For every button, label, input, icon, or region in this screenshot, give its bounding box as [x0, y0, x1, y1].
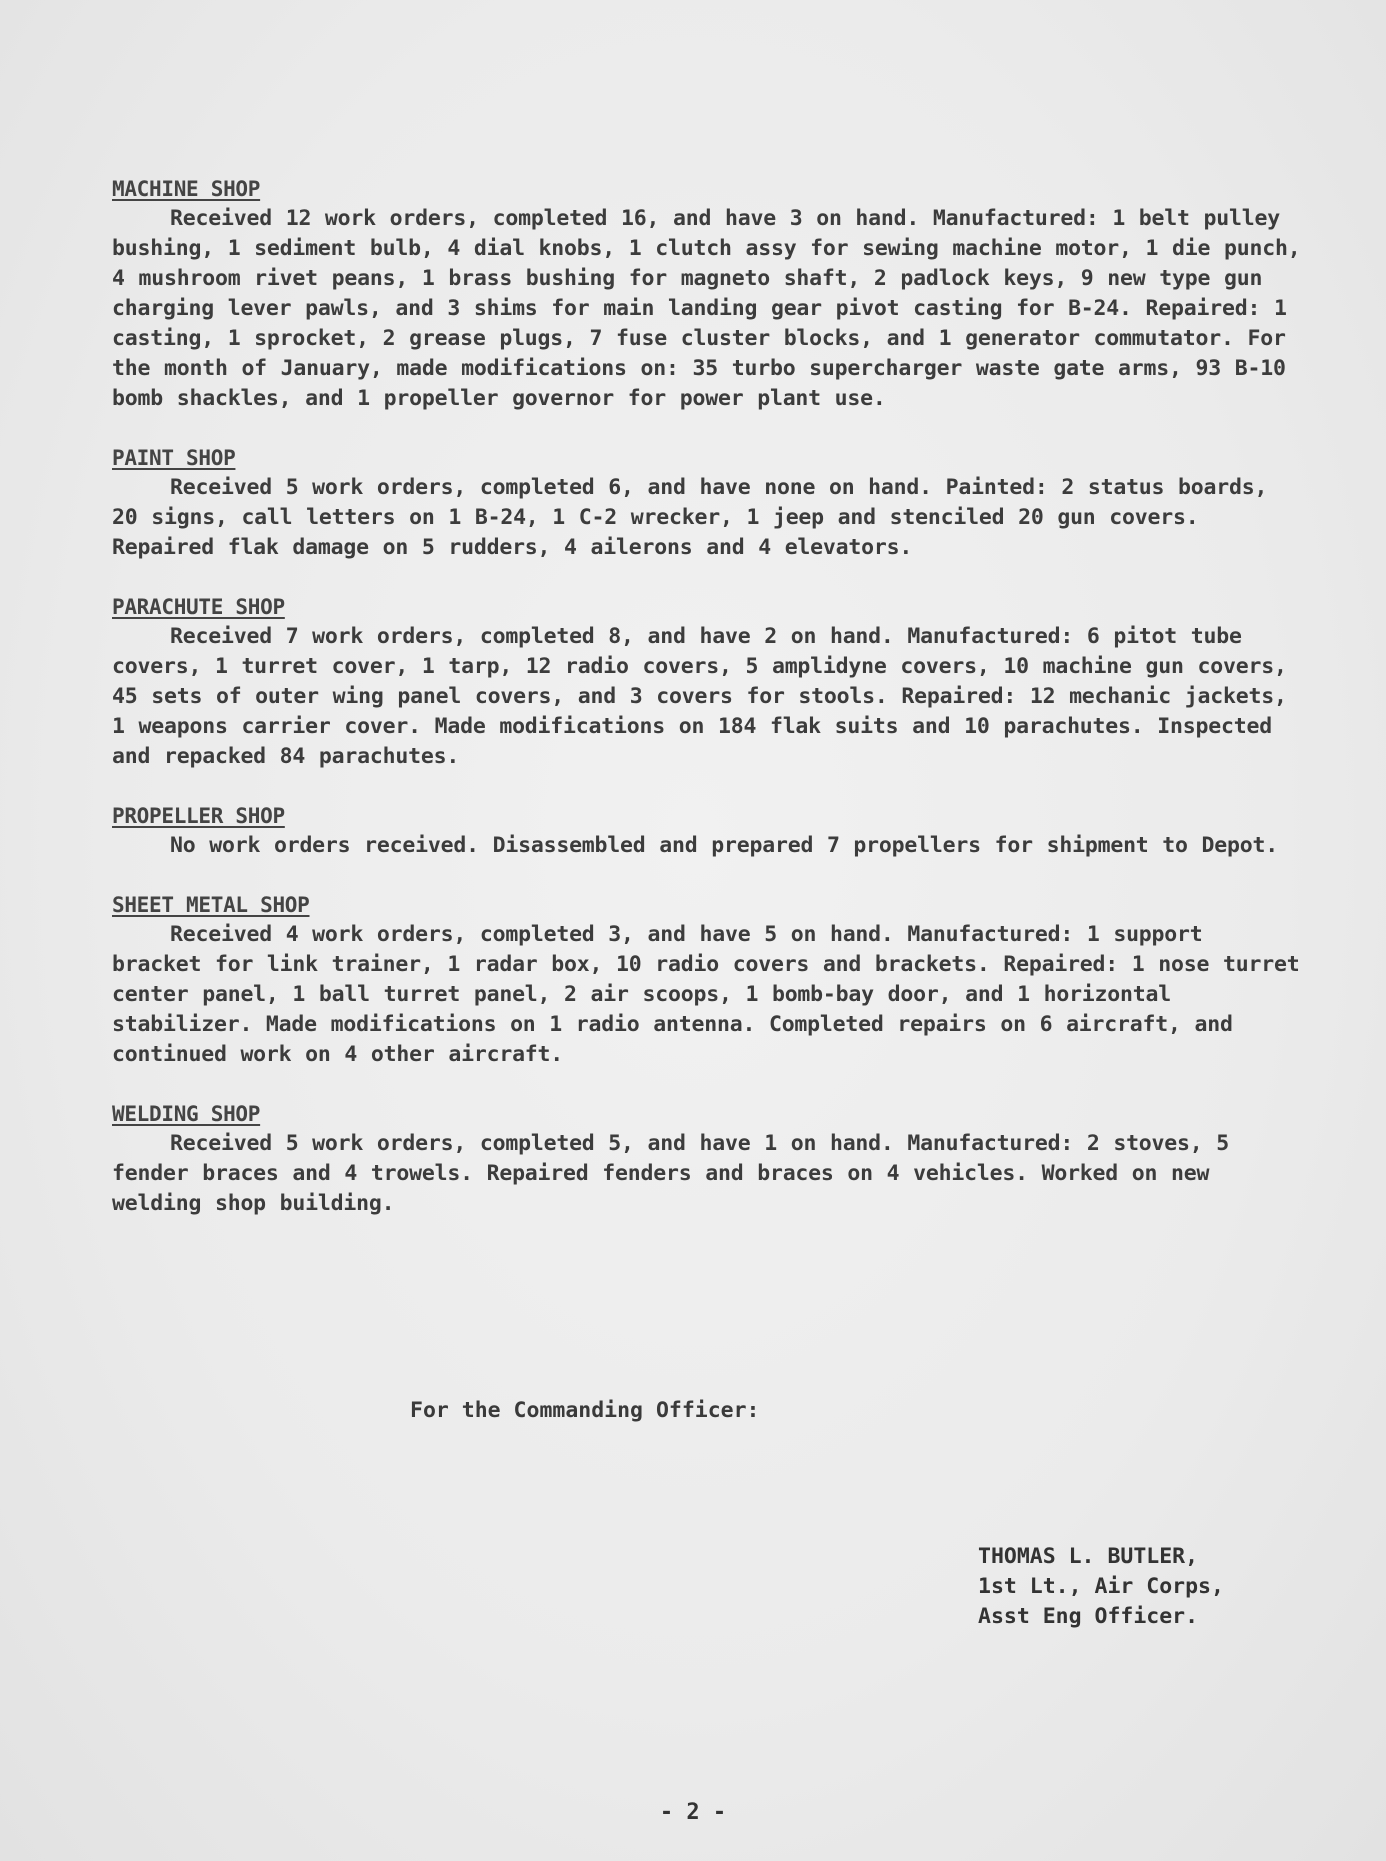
section-parachute-shop	[112, 592, 1302, 772]
section-sheet-metal-shop	[112, 890, 1302, 1070]
page-number: - 2 -	[659, 1800, 727, 1825]
section-heading: PARACHUTE SHOP	[112, 595, 285, 619]
section-heading: PAINT SHOP	[112, 446, 236, 470]
section-text: No work orders received. Disassembled and prepared 7 propellers for shipment to Depot.	[170, 833, 1278, 858]
section-machine-shop	[112, 174, 1302, 414]
section-text: Received 7 work orders, completed 8, and have 2 on hand. Manufactured: 6 pitot tube covers, 1 turret cover, 1 tarp, 12 radio covers, 5 amplidyne covers, 10 machine gun covers, 45 sets of outer wing panel covers, and 3 covers for stools. Repaired: 12 mechanic jackets, 1 weapons carrier cover. Made modifications on 184 flak suits and 10 parachutes. Inspected and repacked 84 parachutes.	[112, 624, 1287, 769]
section-heading: PROPELLER SHOP	[112, 804, 285, 828]
section-text: Received 12 work orders, completed 16, and have 3 on hand. Manufactured: 1 belt pulley bushing, 1 sediment bulb, 4 dial knobs, 1 clutch assy for sewing machine motor, 1 die punch, 4 mushroom rivet peans, 1 brass bushing for magneto shaft, 2 padlock keys, 9 new type gun charging lever pawls, and 3 shims for main landing gear pivot casting for B-24. Repaired: 1 casting, 1 sprocket, 2 grease plugs, 7 fuse cluster blocks, and 1 generator commutator. For the month of January, made modifications on: 35 turbo supercharger waste gate arms, 93 B-10 bomb shackles, and 1 propeller governor for power plant use.	[112, 206, 1301, 411]
sign-off-line: For the Commanding Officer:	[410, 1398, 760, 1423]
report-body	[112, 174, 1302, 1248]
section-text: Received 4 work orders, completed 3, and have 5 on hand. Manufactured: 1 support bracket for link trainer, 1 radar box, 10 radio covers and brackets. Repaired: 1 nose turret center panel, 1 ball turret panel, 2 air scoops, 1 bomb-bay door, and 1 horizontal stabilizer. Made modifications on 1 radio antenna. Completed repairs on 6 aircraft, and continued work on 4 other aircraft.	[112, 922, 1300, 1067]
section-heading: MACHINE SHOP	[112, 177, 261, 201]
section-welding-shop	[112, 1099, 1302, 1219]
section-propeller-shop	[112, 801, 1302, 861]
section-heading: WELDING SHOP	[112, 1102, 261, 1126]
section-text: Received 5 work orders, completed 6, and have none on hand. Painted: 2 status boards, 20 signs, call letters on 1 B-24, 1 C-2 wrecker, 1 jeep and stenciled 20 gun covers. Repaired flak damage on 5 rudders, 4 ailerons and 4 elevators.	[112, 475, 1268, 560]
signature-block	[978, 1542, 1224, 1632]
signatory-name: THOMAS L. BUTLER,	[978, 1544, 1199, 1569]
signatory-title: Asst Eng Officer.	[978, 1604, 1199, 1629]
section-heading: SHEET METAL SHOP	[112, 893, 310, 917]
section-text: Received 5 work orders, completed 5, and have 1 on hand. Manufactured: 2 stoves, 5 fender braces and 4 trowels. Repaired fenders and braces on 4 vehicles. Worked on new welding shop building.	[112, 1131, 1230, 1216]
section-paint-shop	[112, 443, 1302, 563]
signatory-rank: 1st Lt., Air Corps,	[978, 1574, 1224, 1599]
